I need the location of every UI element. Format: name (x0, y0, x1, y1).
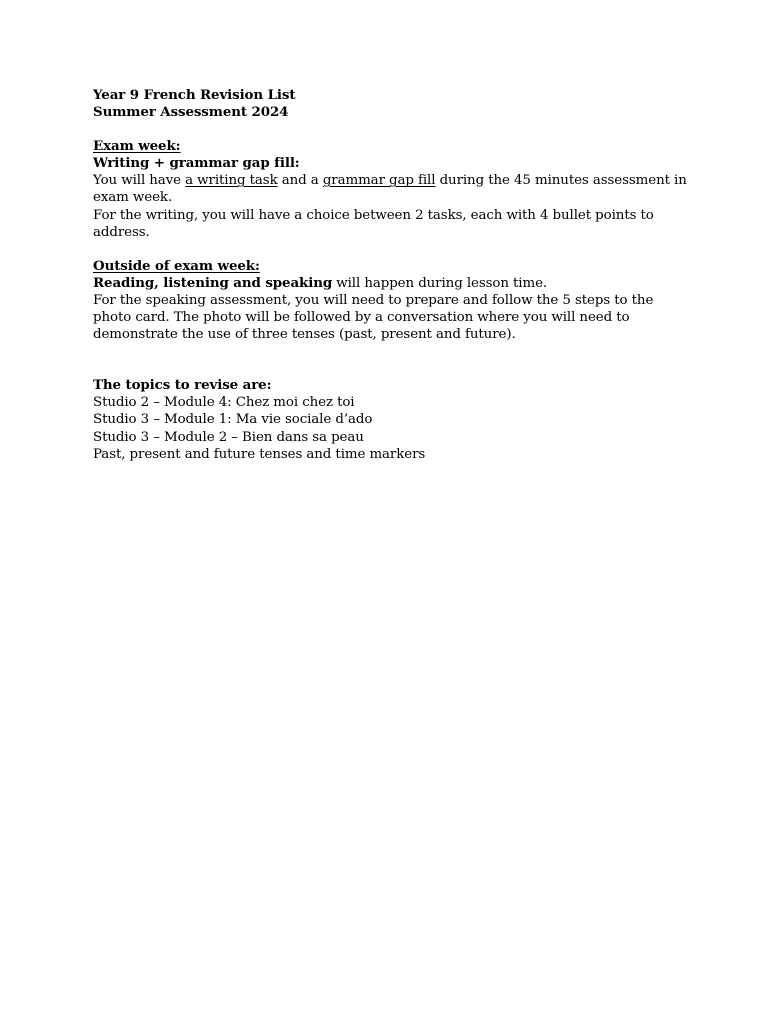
topics-heading: The topics to revise are: (93, 377, 272, 394)
topic-item: Past, present and future tenses and time markers (93, 446, 426, 462)
text-segment: and a (277, 173, 323, 189)
outside-exam-week-paragraph-2: For the speaking assessment, you will need to prepare and follow the 5 steps to the photo card. The photo will be followed by a conversation where you will need to demonstrate the use of three tenses (past, present and future). (93, 292, 654, 343)
text-segment: during the 45 minutes assessment in exam week. (93, 173, 687, 206)
document-title: Year 9 French Revision List (93, 87, 296, 103)
spacer (93, 241, 688, 258)
text-segment: will happen during lesson time. (332, 275, 548, 291)
grammar-gap-fill-underlined: grammar gap fill (322, 173, 436, 189)
topic-item: Studio 3 – Module 1: Ma vie sociale d’ado (93, 412, 373, 428)
topic-item: Studio 3 – Module 2 – Bien dans sa peau (93, 429, 364, 445)
writing-task-underlined: a writing task (185, 173, 278, 189)
document-subtitle: Summer Assessment 2024 (93, 104, 289, 121)
exam-week-heading: Exam week: (93, 138, 181, 155)
topic-item: Studio 2 – Module 4: Chez moi chez toi (93, 395, 355, 411)
writing-grammar-heading: Writing + grammar gap fill: (93, 155, 300, 172)
exam-week-paragraph-1 (93, 172, 688, 206)
exam-week-paragraph-2: For the writing, you will have a choice between 2 tasks, each with 4 bullet points to address. (93, 207, 654, 240)
skills-bold: Reading, listening and speaking (93, 274, 333, 291)
outside-exam-week-paragraph-1 (93, 275, 688, 292)
spacer (93, 121, 688, 138)
text-segment: You will have (93, 173, 186, 189)
spacer (93, 343, 688, 377)
outside-exam-week-heading: Outside of exam week: (93, 257, 260, 274)
